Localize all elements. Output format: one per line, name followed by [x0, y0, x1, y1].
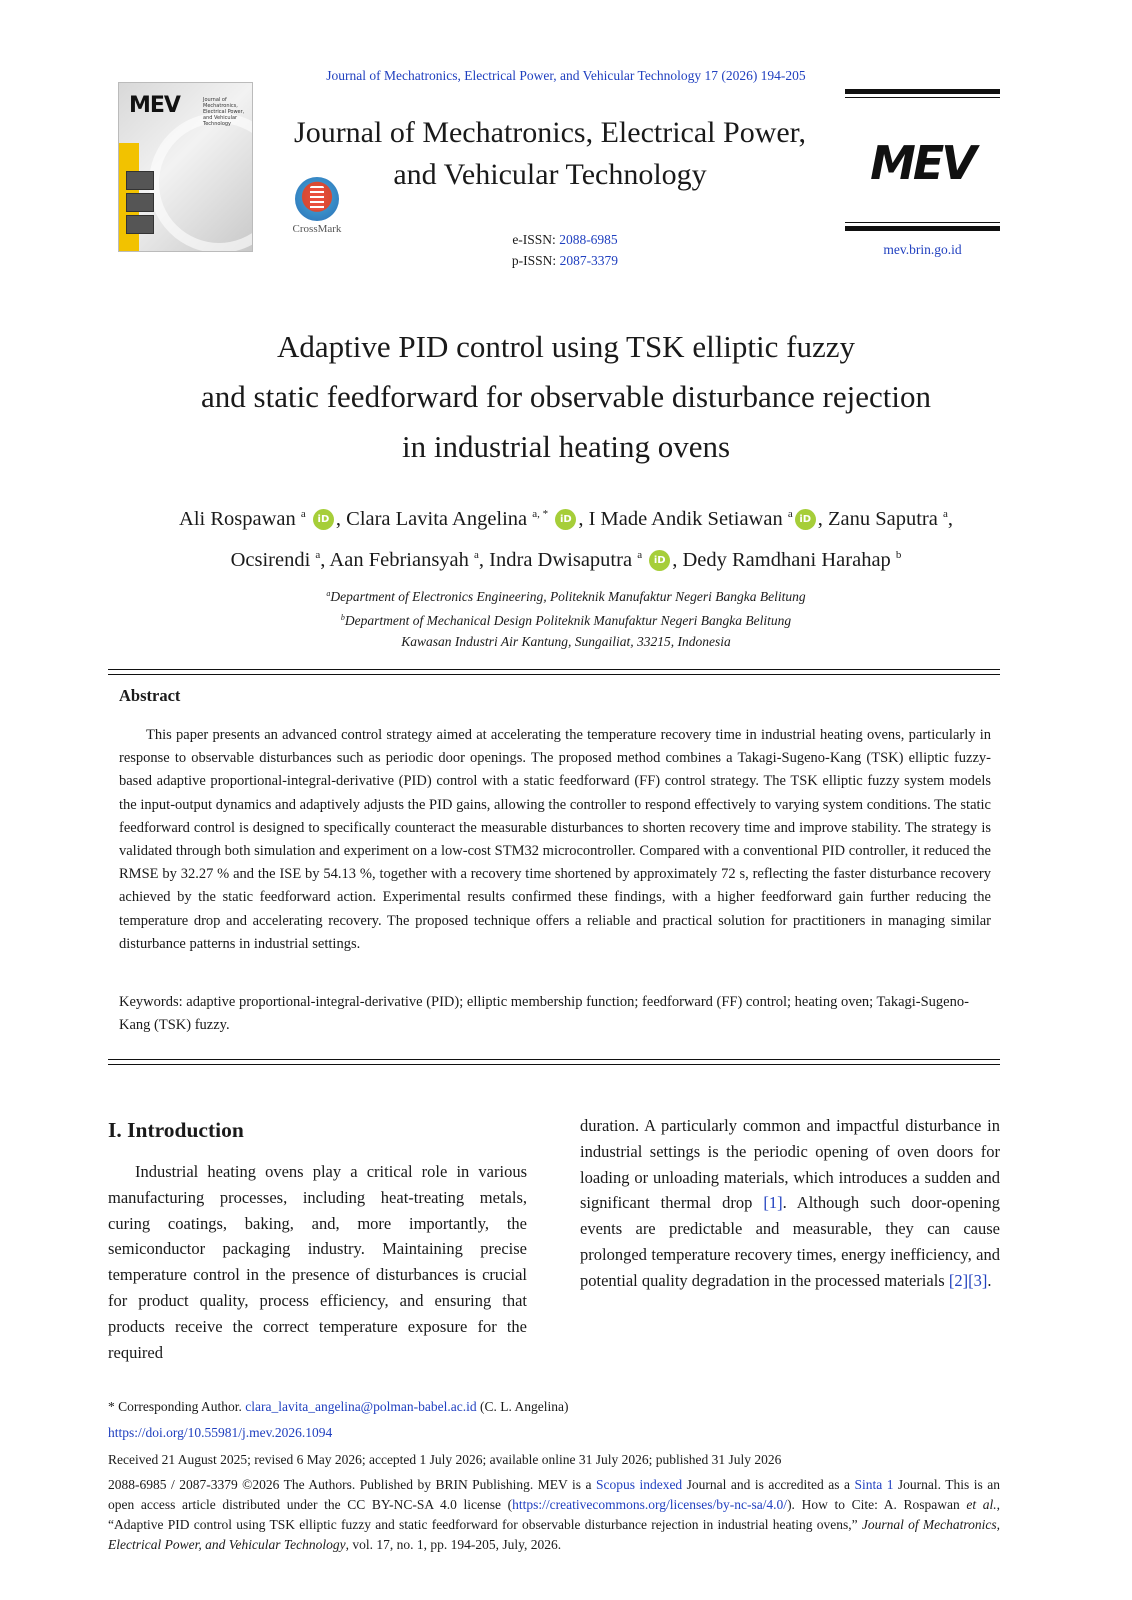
cover-block — [126, 171, 154, 190]
affiliation: Department of Mechanical Design Politeknik Manufaktur Negeri Bangka Belitung — [344, 613, 792, 628]
cover-logo: MEV — [129, 93, 180, 118]
abstract-bottom-rule — [108, 1059, 1000, 1065]
email-link[interactable]: clara_lavita_angelina@polman-babel.ac.id — [245, 1399, 477, 1414]
cover-block — [126, 215, 154, 234]
article-history: Received 21 August 2025; revised 6 May 2026; accepted 1 July 2026; available online 31 July 2026; published 31 July 2026 — [108, 1452, 782, 1467]
author-name: Ocsirendi — [230, 549, 311, 571]
keywords: Keywords: adaptive proportional-integral-derivative (PID); elliptic membership function; feedforward (FF) control; heating oven; Takagi-Sugeno-Kang (TSK) fuzzy. — [119, 994, 969, 1034]
journal-website-link[interactable]: mev.brin.go.id — [883, 242, 962, 257]
eissn-link[interactable]: 2088-6985 — [559, 232, 618, 247]
author-name: I Made Andik Setiawan — [588, 508, 783, 530]
citation-link[interactable]: [1] — [763, 1193, 783, 1213]
affiliations: $^a$Department of Electronics Engineering, Politeknik Manufaktur Negeri Bangka Belitung $^b$Department of Mechanical Design Politeknik Manufaktur Negeri Bangka Belitung Kawasan Industri Air Kantung, Sungailiat, 33215, Indonesia — [100, 583, 1032, 652]
license-link[interactable]: https://creativecommons.org/licenses/by-nc-sa/4.0/ — [512, 1497, 788, 1512]
orcid-icon[interactable]: iD — [555, 509, 576, 530]
author-list: Ali Rospawan $^a$ iD , Clara Lavita Angelina $^{a, *}$ iD , I Made Andik Setiawan $^a$ iD , Zanu Saputra $^a$, Ocsirendi $^a$, Aan Febriansyah $^a$, Indra Dwisaputra $^a$ iD , Dedy Ramdhani Harahap $^b$ — [179, 508, 953, 571]
orcid-icon[interactable]: iD — [795, 509, 816, 530]
pissn-link[interactable]: 2087-3379 — [559, 253, 619, 268]
journal-cover-image — [118, 82, 253, 252]
crossmark-icon — [295, 177, 339, 221]
header-rule — [845, 222, 1000, 223]
cover-subtitle: Journal of Mechatronics, Electrical Power, and Vehicular Technology — [203, 97, 245, 127]
author-affiliation-mark: a — [637, 549, 643, 561]
author-affiliation-mark: a — [315, 549, 321, 561]
crossmark-label: CrossMark — [292, 223, 342, 235]
affiliation: Department of Electronics Engineering, Politeknik Manufaktur Negeri Bangka Belitung — [330, 589, 806, 604]
author-affiliation-mark: b — [895, 549, 902, 561]
how-to-cite: How to Cite: A. Rospawan — [801, 1497, 967, 1512]
abstract-text: This paper presents an advanced control strategy aimed at accelerating the temperature recovery time in industrial heating ovens, particularly in response to observable disturbances such as periodic door openings. The proposed method combines a Takagi-Sugeno-Kang (TSK) elliptic fuzzy-based adaptive proportional-integral-derivative (PID) control with a static feedforward (FF) control strategy. The TSK elliptic fuzzy system models the input-output dynamics and adaptively adjusts the PID gains, allowing the controller to respond effectively to varying system conditions. The static feedforward control is designed to specifically counteract the measurable disturbances to shorten recovery time and improve stability. The strategy is validated through both simulation and experiment on a low-cost STM32 microcontroller. Compared with a conventional PID controller, it reduced the RMSE by 32.27 % and the ISE by 54.13 %, together with a recovery time shortened by approximately 72 s, reflecting the faster disturbance recovery achieved by the static feedforward action. Experimental results confirmed these findings, with a higher feedforward gain further reducing the temperature drop and accelerating recovery. The proposed technique offers a reliable and practical solution for practitioners in managing similar disturbance patterns in industrial settings. — [119, 727, 991, 952]
abstract-heading: Abstract — [119, 686, 181, 705]
scopus-link[interactable]: Scopus indexed — [595, 1477, 683, 1492]
mev-logo: MEV — [870, 136, 974, 190]
corresponding-author: * Corresponding Author. clara_lavita_angelina@polman-babel.ac.id (C. L. Angelina) — [108, 1399, 569, 1414]
copyright-and-citation: 2088-6985 / 2087-3379 ©2026 The Authors. Published by BRIN Publishing. MEV is a Scopus indexed Journal and is accredited as a Sinta 1 Journal. This is an open access article distributed under the CC BY-NC-SA 4.0 license (https://creativecommons.org/licenses/by-nc-sa/4.0/). How to Cite: A. Rospawan et al., “Adaptive PID control using TSK elliptic fuzzy and static feedforward for observable disturbance rejection in industrial heating ovens,” Journal of Mechatronics, Electrical Power, and Vehicular Technology, vol. 17, no. 1, pp. 194-205, July, 2026. — [108, 1477, 1001, 1552]
journal-title: Journal of Mechatronics, Electrical Power, and Vehicular Technology — [294, 116, 806, 191]
abstract-top-rule — [108, 669, 1000, 675]
citation-link[interactable]: [3] — [968, 1270, 988, 1290]
pissn-label: p-ISSN: — [511, 253, 560, 268]
author-affiliation-mark: a — [942, 508, 948, 520]
cover-ring-graphic — [149, 113, 253, 252]
author-affiliation-mark: a — [474, 549, 479, 561]
author-name: Clara Lavita Angelina — [346, 508, 528, 530]
section-heading-introduction: I. Introduction — [108, 1118, 244, 1142]
orcid-icon[interactable]: iD — [313, 509, 334, 530]
journal-reference[interactable]: Journal of Mechatronics, Electrical Power, and Vehicular Technology 17 (2026) 194-205 — [326, 68, 806, 83]
affiliation-address: Kawasan Industri Air Kantung, Sungailiat, 33215, Indonesia — [401, 634, 731, 649]
crossmark-badge[interactable] — [291, 177, 343, 235]
header-rule — [845, 97, 1000, 98]
issn-block — [440, 229, 690, 271]
eissn-label: e-ISSN: — [512, 232, 560, 247]
header-rule — [845, 226, 1000, 231]
author-name: Indra Dwisaputra — [489, 549, 633, 571]
author-affiliation-mark: a — [300, 508, 306, 520]
author-affiliation-mark: a — [787, 508, 793, 520]
author-name: Zanu Saputra — [827, 508, 938, 530]
author-name: Dedy Ramdhani Harahap — [682, 549, 891, 571]
doi-link[interactable]: https://doi.org/10.55981/j.mev.2026.1094 — [108, 1425, 333, 1440]
paper-title: Adaptive PID control using TSK elliptic fuzzy and static feedforward for observable disturbance rejection in industrial heating ovens — [201, 329, 931, 464]
author-name: Aan Febriansyah — [329, 549, 469, 571]
orcid-icon[interactable]: iD — [649, 550, 670, 571]
author-affiliation-mark: a, * — [532, 508, 549, 520]
sinta-link[interactable]: Sinta 1 — [854, 1477, 894, 1492]
intro-left-column: Industrial heating ovens play a critical role in various manufacturing processes, including heat-treating metals, curing coatings, baking, and, more importantly, the semiconductor packaging industry. Maintaining precise temperature control in the presence of disturbances is crucial for product quality, process efficiency, and ensuring that products receive the correct temperature exposure for the required — [108, 1162, 527, 1362]
citation-link[interactable]: [2] — [948, 1270, 969, 1290]
header-rule — [845, 89, 1000, 94]
intro-right-column: duration. A particularly common and impactful disturbance in industrial settings is the periodic opening of oven doors for loading or unloading materials, which introduces a sudden and significant thermal drop [1]. Although such door-opening events are predictable and measurable, they can cause prolonged temperature recovery times, energy inefficiency, and potential quality degradation in the processed materials [2][3]. — [580, 1116, 1000, 1290]
cover-block — [126, 193, 154, 212]
author-name: Ali Rospawan — [179, 508, 296, 530]
